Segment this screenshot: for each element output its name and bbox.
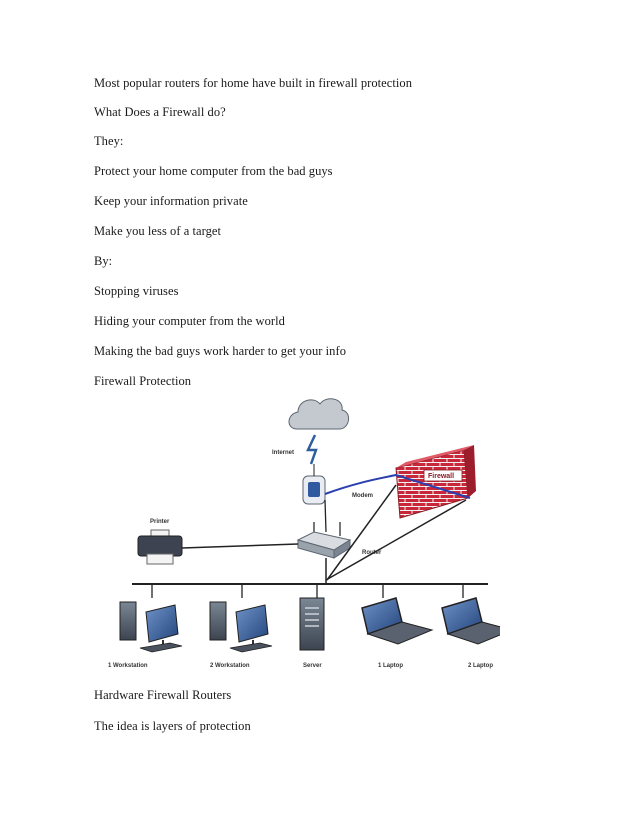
modem-label: Modem: [352, 493, 373, 499]
workstation-1-icon: [120, 602, 182, 652]
cloud-icon: [289, 399, 349, 429]
router-firewall-wire: [327, 485, 396, 580]
workstation-2-label: 2 Workstation: [210, 663, 250, 669]
text-line-router-firewall: Most popular routers for home have built in firewall protection: [94, 76, 412, 90]
text-line-what-does: What Does a Firewall do?: [94, 105, 226, 119]
firewall-label: Firewall: [428, 473, 455, 480]
printer-label: Printer: [150, 519, 170, 525]
server-label: Server: [303, 663, 322, 669]
text-line-they: They:: [94, 134, 124, 148]
text-line-less-target: Make you less of a target: [94, 224, 222, 238]
router-label: Router: [362, 550, 382, 556]
lightning-icon: [308, 435, 316, 464]
firewall-icon: [396, 445, 476, 518]
text-line-protect: Protect your home computer from the bad guys: [94, 164, 333, 178]
text-line-layers: The idea is layers of protection: [94, 719, 251, 733]
text-line-keep-private: Keep your information private: [94, 194, 248, 208]
modem-icon: [303, 476, 325, 504]
network-diagram: [100, 390, 500, 680]
workstation-1-label: 1 Workstation: [108, 663, 148, 669]
text-line-firewall-protection: Firewall Protection: [94, 374, 192, 388]
text-line-making-bad-guys: Making the bad guys work harder to get your info: [94, 344, 346, 358]
laptop-2-label: 2 Laptop: [468, 663, 493, 669]
server-icon: [300, 598, 324, 650]
laptop-1-label: 1 Laptop: [378, 663, 403, 669]
workstation-2-icon: [210, 602, 272, 652]
router-icon: [298, 522, 350, 558]
printer-router-wire: [182, 544, 298, 548]
printer-icon: [138, 530, 182, 564]
internet-label: Internet: [272, 450, 295, 456]
laptop-1-icon: [362, 598, 432, 644]
text-line-stopping-viruses: Stopping viruses: [94, 284, 179, 298]
text-line-by: By:: [94, 254, 113, 268]
laptop-2-icon: [442, 598, 500, 644]
modem-router-wire: [325, 500, 326, 532]
text-line-hiding-computer: Hiding your computer from the world: [94, 314, 285, 328]
text-line-hardware-firewall: Hardware Firewall Routers: [94, 688, 232, 702]
